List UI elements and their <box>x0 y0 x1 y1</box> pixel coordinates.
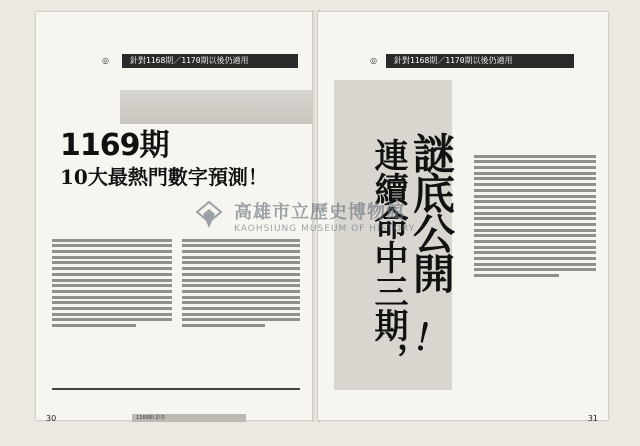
footer-bar: 1169期 彩券 <box>132 414 246 422</box>
bottom-rule <box>52 388 300 390</box>
tab-marker-icon: ◎ <box>370 56 377 65</box>
issue-number: 1169期 <box>60 128 169 163</box>
page-number: 30 <box>46 414 57 423</box>
watermark-name-zh: 高雄市立歷史博物館 <box>234 202 405 223</box>
watermark-name-en: KAOHSIUNG MUSEUM OF HISTORY <box>234 224 416 234</box>
header-tab: 針對1168期／1170期以後仍適用 <box>386 54 574 68</box>
museum-watermark <box>190 198 450 244</box>
vertical-title-sub: 連續命中三期， <box>368 138 408 376</box>
page-number: 31 <box>587 414 598 423</box>
headline <box>60 130 268 192</box>
tab-marker-icon: ◎ <box>102 56 109 65</box>
title-background <box>120 90 314 124</box>
body-column-3 <box>474 152 596 280</box>
vertical-title-main: 謎底公開 <box>407 132 456 292</box>
body-column-2 <box>182 236 300 330</box>
body-column-1 <box>52 236 172 330</box>
headline-subtitle: 10大最熱門數字預測！ <box>60 165 268 189</box>
exclamation-mark: ！ <box>409 316 454 365</box>
museum-logo-icon <box>194 200 224 230</box>
header-tab: 針對1168期／1170期以後仍適用 <box>122 54 298 68</box>
